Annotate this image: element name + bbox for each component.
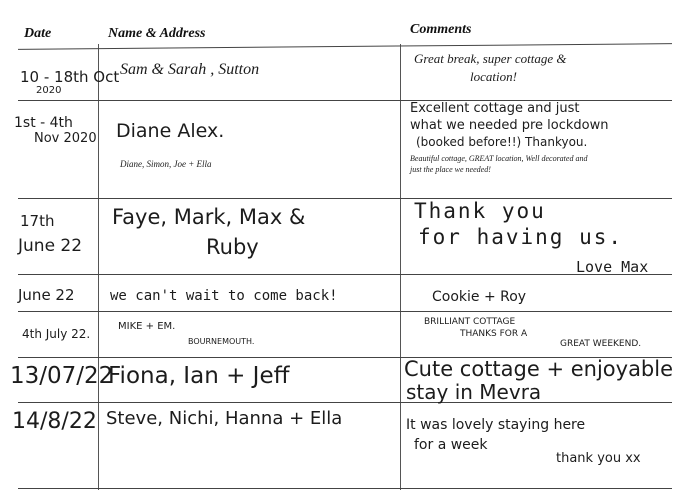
entry-name: Faye, Mark, Max & bbox=[112, 205, 306, 229]
entry-name: Fiona, Ian + Jeff bbox=[108, 363, 290, 389]
entry-comment: BRILLIANT COTTAGE bbox=[424, 317, 516, 327]
entry-date: 1st - 4th bbox=[14, 115, 73, 131]
entry-name: Steve, Nichi, Hanna + Ella bbox=[106, 408, 343, 429]
entry-comment: GREAT WEEKEND. bbox=[560, 339, 642, 349]
header-comments: Comments bbox=[410, 22, 472, 37]
entry-name: MIKE + EM. bbox=[118, 321, 176, 332]
entry-comment: location! bbox=[470, 69, 517, 84]
entry-comment: for having us. bbox=[418, 225, 624, 249]
entry-comment: for a week bbox=[414, 437, 488, 453]
entry-name: Diane Alex. bbox=[116, 120, 225, 142]
row-rule bbox=[18, 488, 672, 489]
entry-comment: thank you xx bbox=[556, 451, 641, 466]
row-rule bbox=[18, 311, 672, 312]
row-rule bbox=[18, 198, 672, 199]
entry-comment: stay in Mevra bbox=[406, 380, 542, 404]
entry-date: 14/8/22 bbox=[12, 409, 97, 434]
entry-date: 17th bbox=[20, 212, 55, 230]
row-rule bbox=[18, 43, 672, 50]
header-date: Date bbox=[24, 26, 52, 41]
entry-comment: Love Max bbox=[576, 258, 649, 276]
header-name-address: Name & Address bbox=[108, 26, 206, 41]
entry-date: June 22 bbox=[18, 286, 75, 304]
entry-name: Ruby bbox=[206, 235, 259, 259]
entry-date: June 22 bbox=[18, 236, 83, 256]
entry-comment: THANKS FOR A bbox=[460, 329, 528, 339]
entry-date: 10 - 18th Oct bbox=[20, 68, 120, 86]
column-divider-date bbox=[98, 44, 99, 490]
entry-name: we can't wait to come back! bbox=[110, 288, 338, 304]
entry-comment: Excellent cottage and just bbox=[410, 101, 580, 116]
entry-comment: It was lovely staying here bbox=[406, 417, 586, 433]
entry-name: BOURNEMOUTH. bbox=[188, 337, 255, 346]
entry-comment: what we needed pre lockdown bbox=[410, 118, 609, 133]
entry-date: 2020 bbox=[36, 85, 62, 96]
entry-comment: Great break, super cottage & bbox=[414, 51, 567, 66]
entry-comment: (booked before!!) Thankyou. bbox=[416, 135, 588, 149]
row-rule bbox=[18, 402, 672, 403]
entry-comment: Cookie + Roy bbox=[432, 289, 527, 305]
column-divider-comments bbox=[400, 44, 401, 490]
entry-name: Diane, Simon, Joe + Ella bbox=[120, 159, 212, 169]
entry-name: Sam & Sarah , Sutton bbox=[120, 61, 260, 78]
entry-comment: just the place we needed! bbox=[410, 165, 491, 174]
entry-date: 4th July 22. bbox=[22, 327, 91, 341]
entry-comment: Cute cottage + enjoyable bbox=[404, 357, 674, 381]
row-rule bbox=[18, 274, 672, 275]
entry-date: 13/07/22 bbox=[10, 363, 114, 389]
entry-comment: Thank you bbox=[414, 199, 546, 223]
entry-date: Nov 2020 bbox=[34, 131, 97, 146]
entry-comment: Beautiful cottage, GREAT location, Well decorated and bbox=[410, 154, 588, 163]
